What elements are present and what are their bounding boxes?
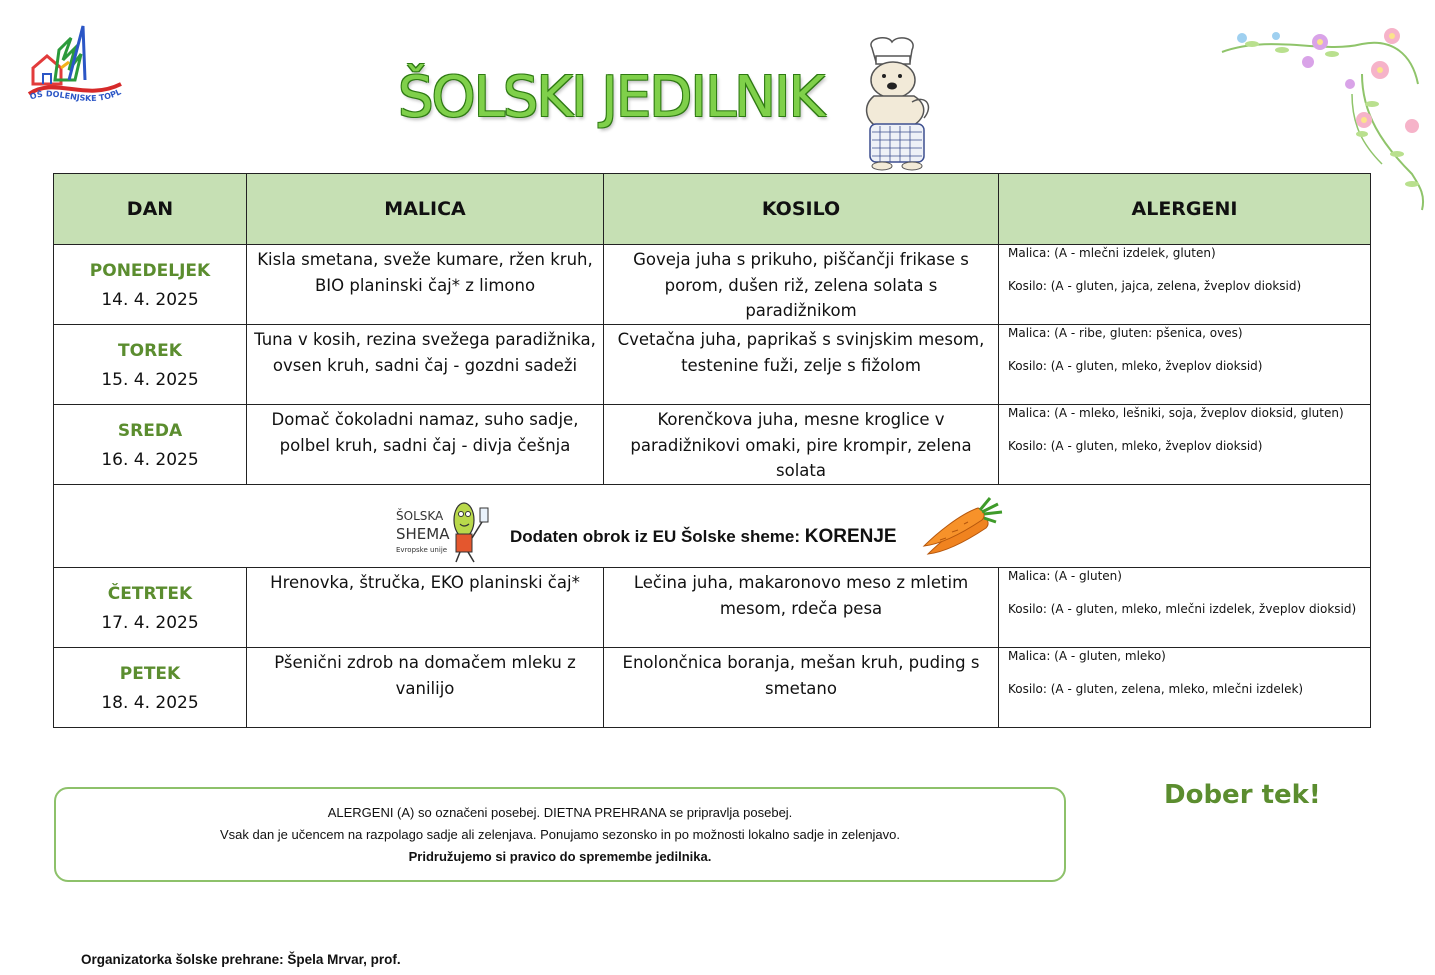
school-logo [25,20,125,112]
allergen-cell [999,405,1371,485]
day-name: PETEK [119,664,181,684]
table-row [54,405,1371,485]
page-title: ŠOLSKI JEDILNIK [398,65,824,130]
allergen-malica: Malica: (A - mleko, lešniki, soja, žveplov dioksid, gluten) [1008,406,1344,420]
allergen-kosilo: Kosilo: (A - gluten, zelena, mleko, mlečni izdelek) [1008,682,1304,696]
allergen-cell [999,325,1371,405]
allergen-cell [999,568,1371,648]
kosilo-cell: Cvetačna juha, paprikaš s svinjskim mesom, testenine fuži, zelje s fižolom [604,325,999,405]
day-date: 18. 4. 2025 [101,693,199,713]
header-malica: MALICA [247,174,604,245]
header-dan: DAN [54,174,247,245]
scheme-logo-line2: SHEMA [396,525,450,543]
day-cell [54,245,247,325]
allergen-cell [999,648,1371,728]
table-row [54,245,1371,325]
allergen-cell [999,245,1371,325]
notice-box [54,787,1066,882]
notice-line1: ALERGENI (A) so označeni posebej. DIETNA PREHRANA se pripravlja posebej. [327,805,793,820]
scheme-logo-line3: Evropske unije [396,546,448,554]
malica-cell: Tuna v kosih, rezina svežega paradižnika, ovsen kruh, sadni čaj - gozdni sadeži [247,325,604,405]
kosilo-cell: Lečina juha, makaronovo meso z mletim mesom, rdeča pesa [604,568,999,648]
day-name: PONEDELJEK [89,261,211,281]
logo-text: OŠ DOLENJSKE TOPL [28,87,123,104]
allergen-malica: Malica: (A - ribe, gluten: pšenica, oves) [1008,326,1243,340]
day-name: SREDA [117,421,183,441]
allergen-kosilo: Kosilo: (A - gluten, jajca, zelena, žveplov dioksid) [1008,279,1302,293]
day-cell [54,325,247,405]
day-cell [54,648,247,728]
day-name: TOREK [118,341,182,361]
scheme-item: KORENJE [804,526,897,547]
day-cell [54,568,247,648]
malica-cell: Hrenovka, štručka, EKO planinski čaj* [247,568,604,648]
day-name: ČETRTEK [107,584,193,604]
allergen-kosilo: Kosilo: (A - gluten, mleko, žveplov dioksid) [1008,439,1263,453]
day-date: 16. 4. 2025 [101,450,199,470]
school-scheme-logo [394,494,496,564]
header-alergeni: ALERGENI [999,174,1371,245]
day-date: 17. 4. 2025 [101,613,199,633]
table-row [54,325,1371,405]
scheme-text [510,526,897,548]
table-row [54,568,1371,648]
allergen-malica: Malica: (A - gluten, mleko) [1008,649,1166,663]
scheme-logo-line1: ŠOLSKA [396,509,444,523]
closing-text: Dober tek! [1164,780,1321,810]
scheme-label: Dodaten obrok iz EU Šolske sheme: [510,527,801,546]
bear-chef-illustration [852,36,942,172]
table-header-row [54,174,1371,245]
kosilo-cell: Korenčkova juha, mesne kroglice v paradižnikovi omaki, pire krompir, zelena solata [604,405,999,485]
malica-cell: Domač čokoladni namaz, suho sadje, polbel kruh, sadni čaj - divja češnja [247,405,604,485]
notice-line3: Pridružujemo si pravico do spremembe jedilnika. [408,849,712,864]
allergen-malica: Malica: (A - gluten) [1008,569,1122,583]
table-row [54,648,1371,728]
allergen-malica: Malica: (A - mlečni izdelek, gluten) [1008,246,1216,260]
day-date: 14. 4. 2025 [101,290,199,310]
footer-organizer: Organizatorka šolske prehrane: Špela Mrvar, prof. [81,952,401,967]
allergen-kosilo: Kosilo: (A - gluten, mleko, mlečni izdelek, žveplov dioksid) [1008,602,1357,616]
day-date: 15. 4. 2025 [101,370,199,390]
malica-cell: Pšenični zdrob na domačem mleku z vanilijo [247,648,604,728]
day-cell [54,405,247,485]
notice-line2: Vsak dan je učencem na razpolago sadje ali zelenjava. Ponujamo sezonsko in po možnosti lokalno sadje in zelenjavo. [219,827,901,842]
kosilo-cell: Enolončnica boranja, mešan kruh, puding s smetano [604,648,999,728]
carrot-icon [920,496,1006,562]
header-kosilo: KOSILO [604,174,999,245]
allergen-kosilo: Kosilo: (A - gluten, mleko, žveplov dioksid) [1008,359,1263,373]
menu-table [53,173,1371,728]
malica-cell: Kisla smetana, sveže kumare, ržen kruh, BIO planinski čaj* z limono [247,245,604,325]
kosilo-cell: Goveja juha s prikuho, piščančji frikase s porom, dušen riž, zelena solata s paradižnikom [604,245,999,325]
